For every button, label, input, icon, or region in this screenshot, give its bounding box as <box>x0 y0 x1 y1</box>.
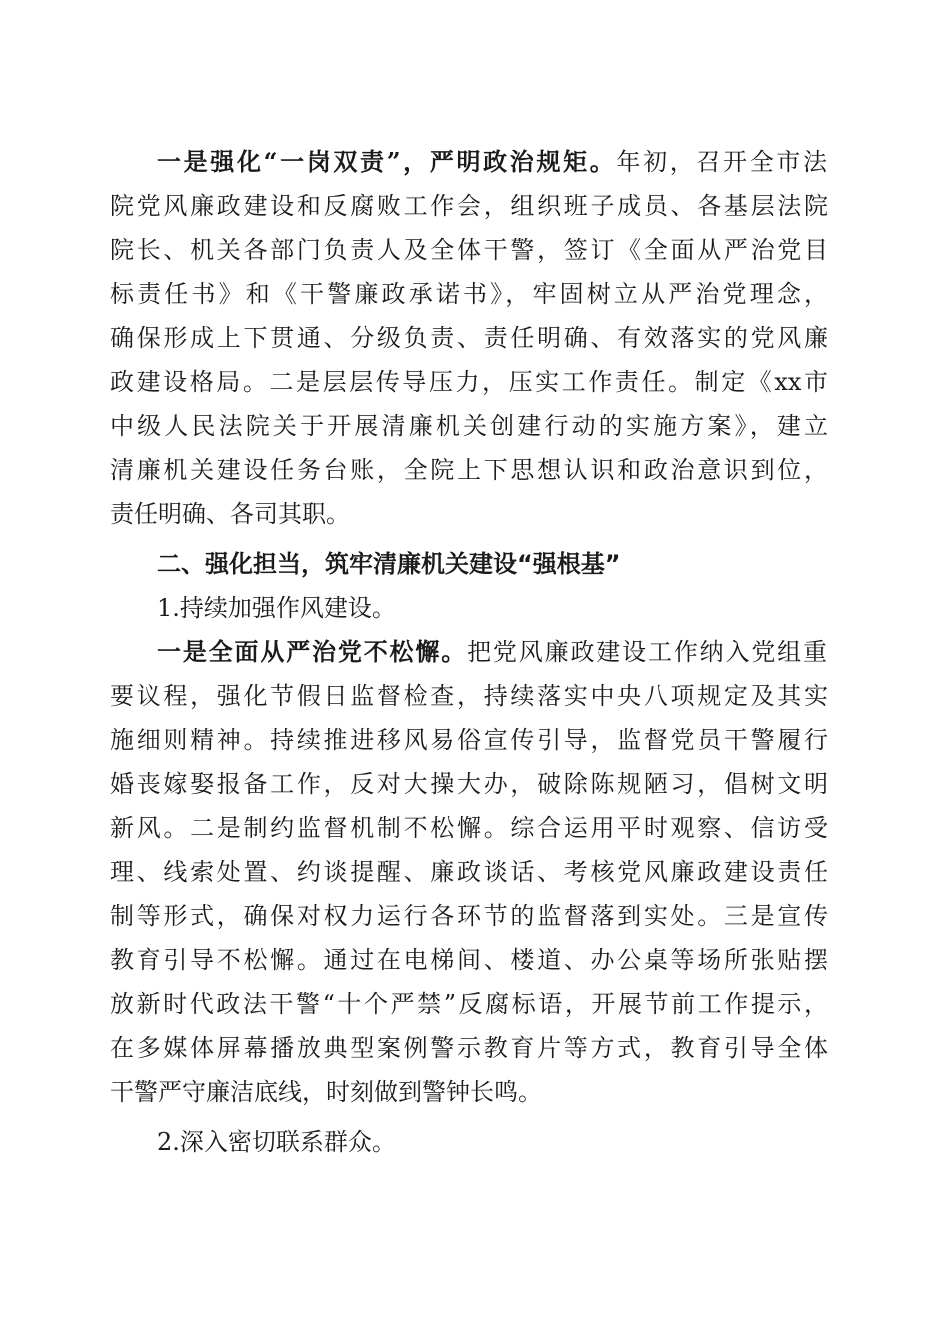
paragraph-text: 院长、机关各部门负责人及全体干警，签订《全面从严治党目 <box>110 236 828 264</box>
paragraph-text: 施细则精神。持续推进移风易俗宣传引导，监督党员干警履行 <box>110 726 828 754</box>
subheading-text: 2.深入密切联系群众。 <box>157 1128 396 1156</box>
paragraph-2-lead: 一是全面从严治党不松懈。 <box>157 637 468 666</box>
paragraph-text: 要议程，强化节假日监督检查，持续落实中央八项规定及其实 <box>110 682 828 710</box>
paragraph-text: 干警严守廉洁底线，时刻做到警钟长鸣。 <box>110 1078 542 1106</box>
paragraph-text: 婚丧嫁娶报备工作，反对大操大办，破除陈规陋习，倡树文明 <box>110 770 828 798</box>
paragraph-text: 在多媒体屏幕播放典型案例警示教育片等方式，教育引导全体 <box>110 1034 828 1062</box>
paragraph-text: 确保形成上下贯通、分级负责、责任明确、有效落实的党风廉 <box>110 324 828 352</box>
paragraph-text: 制等形式，确保对权力运行各环节的监督落到实处。三是宣传 <box>110 902 828 930</box>
paragraph-text: 理、线索处置、约谈提醒、廉政谈话、考核党风廉政建设责任 <box>110 858 828 886</box>
section-heading-text: 二、强化担当，筑牢清廉机关建设“强根基” <box>157 550 621 578</box>
paragraph-text: 清廉机关建设任务台账，全院上下思想认识和政治意识到位， <box>110 456 828 484</box>
subheading-text: 1.持续加强作风建设。 <box>157 594 396 622</box>
paragraph-1-rest: 年初，召开全市法 <box>616 148 828 176</box>
paragraph-text: 标责任书》和《干警廉政承诺书》，牢固树立从严治党理念， <box>110 280 828 308</box>
paragraph-text: 政建设格局。二是层层传导压力，压实工作责任。制定《xx市 <box>110 368 828 396</box>
paragraph-text: 院党风廉政建设和反腐败工作会，组织班子成员、各基层法院 <box>110 192 828 220</box>
paragraph-text: 责任明确、各司其职。 <box>110 500 350 528</box>
paragraph-text: 新风。二是制约监督机制不松懈。综合运用平时观察、信访受 <box>110 814 828 842</box>
paragraph-2-rest: 把党风廉政建设工作纳入党组重 <box>467 638 828 666</box>
paragraph-text: 中级人民法院关于开展清廉机关创建行动的实施方案》，建立 <box>110 412 828 440</box>
paragraph-1-lead: 一是强化“一岗双责”，严明政治规矩。 <box>157 147 617 176</box>
paragraph-text: 放新时代政法干警“十个严禁”反腐标语，开展节前工作提示， <box>110 990 828 1018</box>
paragraph-text: 教育引导不松懈。通过在电梯间、楼道、办公桌等场所张贴摆 <box>110 946 828 974</box>
